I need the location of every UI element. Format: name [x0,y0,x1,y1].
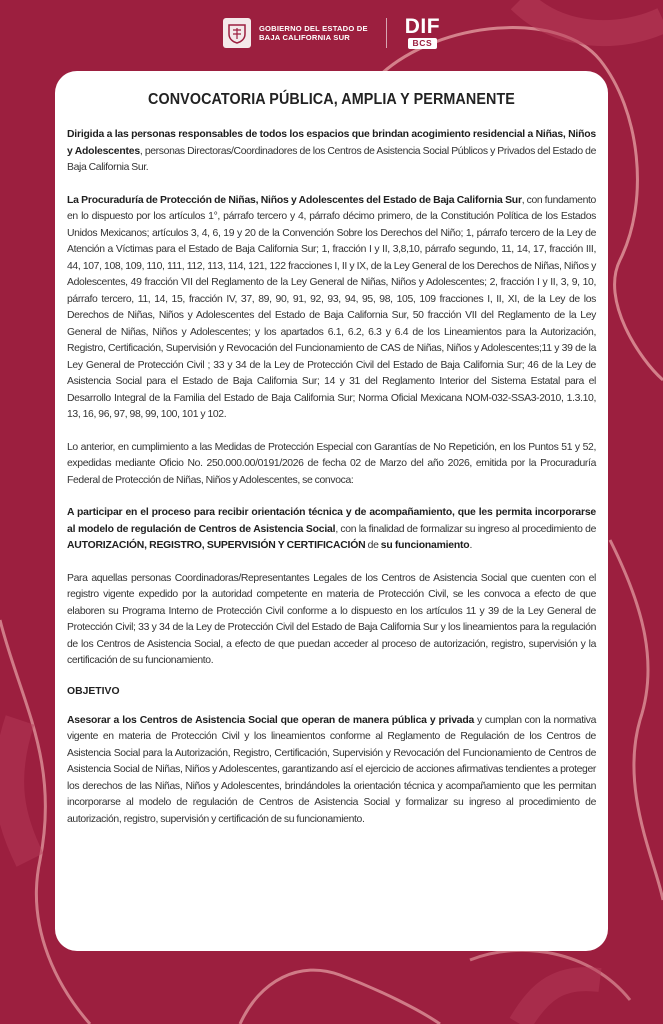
legal-basis-bold: La Procuraduría de Protección de Niñas, Niños y Adolescentes del Estado de Baja California Sur [67,194,522,206]
header [0,0,663,66]
paragraph-objective [67,713,596,829]
invitation-text-2: de [365,540,381,551]
invitation-text-3: . [469,540,472,551]
addressees-text: , personas Directoras/Coordinadores de los Centros de Asistencia Social Públicos y Privados del Estado de Baja California Sur. [67,145,596,173]
invitation-bold-2: AUTORIZACIÓN, REGISTRO, SUPERVISIÓN Y CERTIFICACIÓN [67,540,366,551]
dif-logo-subtext: BCS [408,38,438,49]
dif-bcs-logo [405,17,440,49]
objective-bold: Asesorar a los Centros de Asistencia Social que operan de manera pública y privada [67,714,475,726]
invitation-bold-1: A participar en el proceso para recibir orientación técnica y de acompañamiento, que les permita incorporarse al modelo de regulación de Centros de Asistencia Social [67,507,596,535]
legal-basis-text: , con fundamento en lo dispuesto por los artículos 1°, párrafo tercero y 4, párrafo décimo primero, de la Constitución Política de los Estados Unidos Mexicanos; artículos 3, 4, 6, 19 y 20 de la Convención Sobre los Derechos del Niño; 1, párrafo tercero de la Ley de Atención a Víctimas para el Estado de Baja California Sur; 1, fracción I y II, 3,8,10, párrafo segundo, 11, 14, 17, fracción III, 44, 107, 108, 109, 110, 111, 112, 113, 114, 121, 122 fracciones I, II y IX, de la Ley General de los Derechos de Niñas, Niños y Adolescentes, 49 fracción VII del Reglamento de la Ley General de Niñas, Niños y Adolescentes; 2, fracción I y II, 3, 9, 10, párrafo tercero, 11, 14, 15, fracción IV, 37, 89, 90, 91, 92, 93, 94, 95, 98, 105, 109 fracciones I, II, XI, de la Ley de los Derechos de Niñas, Niños y Adolescentes del Estado de Baja California Sur, 50 fracción VII del Reglamento de la Ley General de Niñas, Niños y Adolescentes; y los apartados 6.1, 6.2, 6.3 y 6.4 de los Lineamientos para la Autorización, Registro, Certificación, Supervisión y Revocación del Funcionamiento de CAS de Niñas, Niños y Adolescentes;11 y 39 de la Ley General de Protección Civil ; 33 y 34 de la Ley de Protección Civil del Estado de Baja California Sur; 46 de la Ley de Asistencia Social para el Estado de Baja California Sur; 14 y 31 del Reglamento Interior del Sistema Estatal para el Desarrollo Integral de la Familia del Estado de Baja California Sur; Norma Oficial Mexicana NOM-032-SSA3-2010, 1.3.10, 13, 16, 96, 97, 98, 99, 100, 101 y 102. [67,194,596,420]
paragraph-invitation [67,505,596,555]
page-title: CONVOCATORIA PÚBLICA, AMPLIA Y PERMANENTE [148,91,515,108]
dif-logo-text: DIF [404,15,441,38]
header-divider [386,18,387,48]
addressees-bold: Dirigida a las personas responsables de todos los espacios que brindan acogimiento residencial a Niñas, Niños y Adolescentes [67,129,596,157]
paragraph-addressees [67,127,596,177]
content-card [55,71,608,951]
paragraph-legal-basis [67,193,596,424]
gov-line-2: BAJA CALIFORNIA SUR [258,33,350,42]
invitation-text-1: , con la finalidad de formalizar su ingreso al procedimiento de [335,523,597,535]
paragraph-civil-protection [67,571,596,670]
invitation-bold-3: su funcionamiento [380,540,470,551]
state-seal-icon [223,18,251,48]
paragraph-measures [67,440,596,490]
measures-text: Lo anterior, en cumplimiento a las Medidas de Protección Especial con Garantías de No Repetición, en los Puntos 51 y 52, expedidas mediante Oficio No. 250.000.00/0191/2026 de fecha 02 de Marzo del año 2026, emitida por la Procuraduría Federal de Protección de Niñas, Niños y Adolescentes, se convoca: [67,441,596,486]
civil-protection-text: Para aquellas personas Coordinadoras/Representantes Legales de los Centros de Asistencia Social que cuenten con el registro vigente expedido por la autoridad competente en materia de Protección Civil, se les convoca a efecto de que elaboren su Programa Interno de Protección Civil conforme a lo dispuesto en los artículos 11 y 39 de la Ley General de Protección Civil; 33 y 34 de la Ley de Protección Civil del Estado de Baja California Sur y los lineamientos para la regulación de los Centros de Asistencia Social, a efecto de que puedan acceder al proceso de autorización, registro, supervisión y la certificación de su funcionamiento. [67,572,596,666]
objetivo-heading: OBJETIVO [67,685,120,697]
gov-line-1: GOBIERNO DEL ESTADO DE [258,23,368,33]
objective-text: y cumplan con la normativa vigente en materia de Protección Civil y los lineamientos conforme al Reglamento de Regulación de los Centros de Asistencia Social para la Autorización, Registro, Certificación, Supervisión y Revocación del Funcionamiento de Centros de Asistencia Social de Niñas, Niños y Adolescentes, garantizando así el ejercicio de acciones afirmativas tendientes a proteger los derechos de las Niñas, Niños y Adolescentes, brindándoles la orientación técnica y acompañamiento que les permitan incorporarse al modelo de regulación de Centros de Asistencia Social y formalizar su ingreso al procedimiento de autorización, registro, supervisión y certificación de su funcionamiento. [67,714,596,825]
state-government-logo [223,18,368,48]
